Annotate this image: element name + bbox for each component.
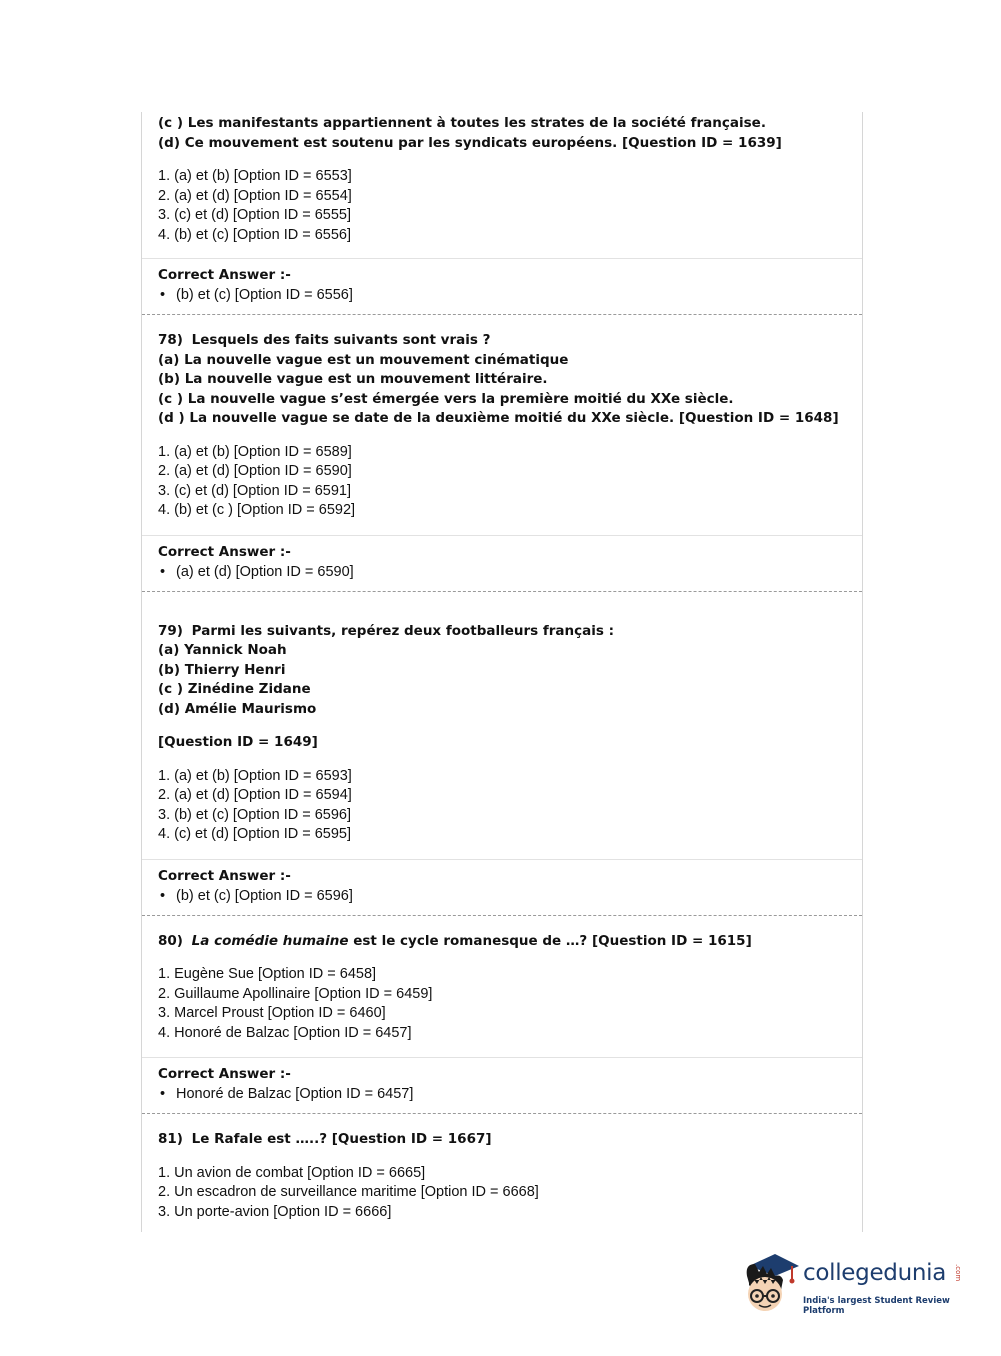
option: 4. (b) et (c) [Option ID = 6556] xyxy=(158,226,352,243)
question-text: Le Rafale est …..? [Question ID = 1667] xyxy=(191,1131,492,1147)
question-title xyxy=(158,932,862,952)
question-line: (d) Amélie Maurismo xyxy=(158,700,317,717)
question-id: [Question ID = 1649] xyxy=(158,734,318,750)
correct-answer-text: (a) et (d) [Option ID = 6590] xyxy=(176,563,354,580)
correct-answer-78 xyxy=(142,536,862,591)
option: 1. (a) et (b) [Option ID = 6593] xyxy=(158,767,352,784)
option: 3. (c) et (d) [Option ID = 6555] xyxy=(158,207,352,223)
collegedunia-logo[interactable] xyxy=(741,1250,971,1314)
question-80 xyxy=(142,916,862,1058)
option: 2. (a) et (d) [Option ID = 6594] xyxy=(158,787,352,803)
option: 1. (a) et (b) [Option ID = 6553] xyxy=(158,168,352,184)
question-line: (c ) La nouvelle vague s’est émergée vers la première moitié du XXe siècle. xyxy=(158,390,734,407)
question-line: (a) Yannick Noah xyxy=(158,642,287,658)
question-number: 78) xyxy=(158,332,183,348)
question-line: (d) Ce mouvement est soutenu par les syndicats européens. [Question ID = 1639] xyxy=(158,134,782,151)
option: 2. Un escadron de surveillance maritime [Option ID = 6668] xyxy=(158,1184,539,1200)
question-text: Parmi les suivants, repérez deux footballeurs français : xyxy=(191,622,615,639)
student-mascot-icon xyxy=(741,1250,801,1314)
correct-answer-79 xyxy=(142,860,862,915)
correct-answer-item: • (a) et (d) [Option ID = 6590] xyxy=(160,563,354,580)
correct-answer-item: • (b) et (c) [Option ID = 6596] xyxy=(160,887,353,904)
logo-wordmark: collegedunia xyxy=(803,1260,947,1286)
question-number: 81) xyxy=(158,1131,183,1147)
question-sheet xyxy=(141,112,863,1232)
question-text: est le cycle romanesque de …? [Question ID = 1615] xyxy=(348,932,752,949)
logo-dotcom: .com xyxy=(954,1264,962,1282)
question-title xyxy=(158,622,862,642)
correct-answer-77 xyxy=(142,259,862,314)
logo-tagline: India's largest Student Review Platform xyxy=(803,1296,950,1316)
correct-answer-text: Honoré de Balzac [Option ID = 6457] xyxy=(176,1086,414,1102)
option: 3. Un porte-avion [Option ID = 6666] xyxy=(158,1203,392,1220)
correct-answer-item: • Honoré de Balzac [Option ID = 6457] xyxy=(160,1086,414,1102)
question-line: (c ) Zinédine Zidane xyxy=(158,681,311,697)
question-number: 80) xyxy=(158,932,183,949)
question-italic-title: La comédie humaine xyxy=(191,932,349,949)
option: 2. (a) et (d) [Option ID = 6590] xyxy=(158,463,352,479)
option: 4. Honoré de Balzac [Option ID = 6457] xyxy=(158,1024,412,1041)
option: 4. (b) et (c ) [Option ID = 6592] xyxy=(158,502,356,518)
question-77-tail xyxy=(142,112,862,258)
correct-answer-text: (b) et (c) [Option ID = 6556] xyxy=(176,287,353,303)
correct-answer-80 xyxy=(142,1058,862,1113)
correct-answer-title: Correct Answer :- xyxy=(158,867,291,884)
question-78 xyxy=(142,315,862,535)
question-line: (b) Thierry Henri xyxy=(158,661,286,678)
option: 3. (b) et (c) [Option ID = 6596] xyxy=(158,806,352,823)
correct-answer-text: (b) et (c) [Option ID = 6596] xyxy=(176,887,353,904)
question-title xyxy=(158,331,862,351)
correct-answer-title: Correct Answer :- xyxy=(158,267,291,283)
question-number: 79) xyxy=(158,622,183,639)
correct-answer-title: Correct Answer :- xyxy=(158,1066,291,1082)
question-line: (c ) Les manifestants appartiennent à toutes les strates de la société française. xyxy=(158,115,766,131)
option: 1. (a) et (b) [Option ID = 6589] xyxy=(158,443,352,460)
option: 2. Guillaume Apollinaire [Option ID = 6459] xyxy=(158,985,433,1002)
option: 3. Marcel Proust [Option ID = 6460] xyxy=(158,1005,386,1021)
question-line: (b) La nouvelle vague est un mouvement littéraire. xyxy=(158,371,548,387)
correct-answer-title: Correct Answer :- xyxy=(158,543,291,560)
option: 1. Un avion de combat [Option ID = 6665] xyxy=(158,1164,426,1181)
option: 3. (c) et (d) [Option ID = 6591] xyxy=(158,482,352,499)
question-line: (a) La nouvelle vague est un mouvement cinématique xyxy=(158,351,569,368)
option: 4. (c) et (d) [Option ID = 6595] xyxy=(158,826,352,842)
question-text: Lesquels des faits suivants sont vrais ? xyxy=(191,332,491,348)
question-79 xyxy=(142,592,862,859)
correct-answer-item: • (b) et (c) [Option ID = 6556] xyxy=(160,287,353,303)
question-title xyxy=(158,1130,862,1150)
question-81 xyxy=(142,1114,862,1232)
question-line: (d ) La nouvelle vague se date de la deuxième moitié du XXe siècle. [Question ID = 1648] xyxy=(158,410,839,426)
option: 1. Eugène Sue [Option ID = 6458] xyxy=(158,966,377,982)
option: 2. (a) et (d) [Option ID = 6554] xyxy=(158,187,352,204)
